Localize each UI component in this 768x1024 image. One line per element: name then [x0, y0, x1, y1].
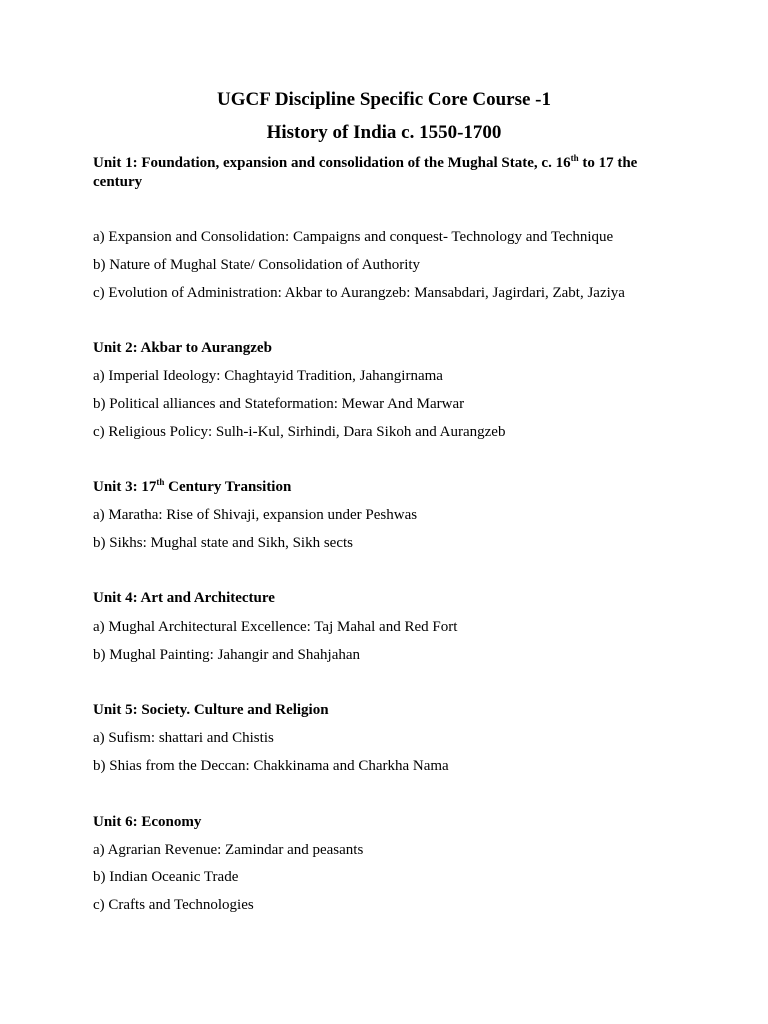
- unit-3-item-a: a) Maratha: Rise of Shivaji, expansion under Peshwas: [93, 507, 418, 523]
- unit-2-heading: Unit 2: Akbar to Aurangzeb: [93, 340, 272, 356]
- unit-1-item-c: c) Evolution of Administration: Akbar to Aurangzeb: Mansabdari, Jagirdari, Zabt, Jaziya: [93, 285, 625, 301]
- unit-6-item-b: b) Indian Oceanic Trade: [93, 869, 239, 885]
- unit-5-heading: Unit 5: Society. Culture and Religion: [93, 702, 329, 718]
- course-subtitle: History of India c. 1550-1700: [266, 122, 502, 143]
- unit-5-item-a: a) Sufism: shattari and Chistis: [93, 730, 274, 746]
- unit-1-heading: Unit 1: Foundation, expansion and consolidation of the Mughal State, c. 16th to 17 the century: [93, 153, 638, 190]
- unit-3-item-b: b) Sikhs: Mughal state and Sikh, Sikh sects: [93, 535, 353, 551]
- unit-4-heading: Unit 4: Art and Architecture: [93, 590, 275, 606]
- unit-6-heading: Unit 6: Economy: [93, 814, 202, 830]
- unit-2-item-c: c) Religious Policy: Sulh-i-Kul, Sirhindi, Dara Sikoh and Aurangzeb: [93, 424, 506, 440]
- unit-5-item-b: b) Shias from the Deccan: Chakkinama and Charkha Nama: [93, 758, 449, 774]
- unit-2-item-b: b) Political alliances and Stateformation: Mewar And Marwar: [93, 396, 465, 412]
- unit-4-item-b: b) Mughal Painting: Jahangir and Shahjahan: [93, 647, 361, 663]
- unit-3-heading: Unit 3: 17th Century Transition: [93, 477, 292, 495]
- unit-6-item-a: a) Agrarian Revenue: Zamindar and peasants: [93, 842, 364, 858]
- unit-1-item-a: a) Expansion and Consolidation: Campaigns and conquest- Technology and Technique: [93, 229, 614, 245]
- unit-4-item-a: a) Mughal Architectural Excellence: Taj Mahal and Red Fort: [93, 619, 458, 635]
- course-title: UGCF Discipline Specific Core Course -1: [216, 89, 552, 110]
- unit-1-item-b: b) Nature of Mughal State/ Consolidation of Authority: [93, 257, 421, 273]
- unit-2-item-a: a) Imperial Ideology: Chaghtayid Tradition, Jahangirnama: [93, 368, 443, 384]
- unit-6-item-c: c) Crafts and Technologies: [93, 897, 254, 913]
